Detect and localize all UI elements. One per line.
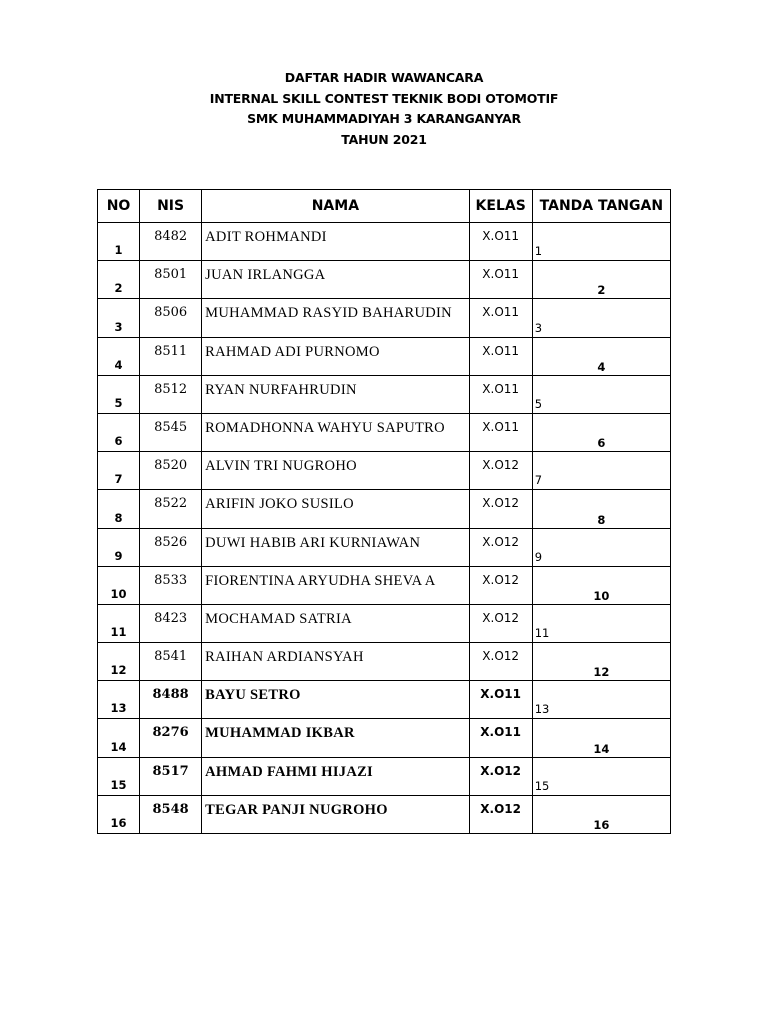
table-row [98, 261, 671, 299]
table-row [98, 566, 671, 604]
cell-no: 2 [98, 261, 140, 299]
table-row [98, 337, 671, 375]
table-header-row [98, 190, 671, 223]
cell-tanda-tangan: 7 [532, 452, 670, 490]
cell-nis: 8548 [140, 795, 202, 833]
cell-no: 15 [98, 757, 140, 795]
cell-nis: 8526 [140, 528, 202, 566]
cell-nis: 8488 [140, 681, 202, 719]
cell-kelas: X.O11 [469, 719, 532, 757]
cell-nama: MUHAMMAD RASYID BAHARUDIN [202, 299, 469, 337]
cell-kelas: X.O11 [469, 337, 532, 375]
cell-tanda-tangan: 3 [532, 299, 670, 337]
cell-tanda-tangan: 8 [532, 490, 670, 528]
cell-nis: 8545 [140, 413, 202, 451]
cell-tanda-tangan: 4 [532, 337, 670, 375]
cell-kelas: X.O12 [469, 528, 532, 566]
cell-tanda-tangan: 5 [532, 375, 670, 413]
cell-kelas: X.O11 [469, 375, 532, 413]
table-row [98, 795, 671, 833]
table-row [98, 604, 671, 642]
table-row [98, 643, 671, 681]
cell-nama: RYAN NURFAHRUDIN [202, 375, 469, 413]
cell-kelas: X.O11 [469, 223, 532, 261]
event-name: INTERNAL SKILL CONTEST TEKNIK BODI OTOMOTIF [209, 90, 559, 106]
cell-nama: JUAN IRLANGGA [202, 261, 469, 299]
cell-tanda-tangan: 16 [532, 795, 670, 833]
cell-tanda-tangan: 2 [532, 261, 670, 299]
cell-no: 3 [98, 299, 140, 337]
cell-tanda-tangan: 6 [532, 413, 670, 451]
cell-nama: AHMAD FAHMI HIJAZI [202, 757, 469, 795]
cell-nis: 8423 [140, 604, 202, 642]
cell-nama: TEGAR PANJI NUGROHO [202, 795, 469, 833]
cell-no: 9 [98, 528, 140, 566]
cell-nama: ARIFIN JOKO SUSILO [202, 490, 469, 528]
cell-nis: 8501 [140, 261, 202, 299]
cell-kelas: X.O12 [469, 452, 532, 490]
cell-no: 1 [98, 223, 140, 261]
cell-no: 6 [98, 413, 140, 451]
document-header [0, 68, 768, 151]
column-header-kelas: KELAS [469, 190, 532, 223]
cell-no: 14 [98, 719, 140, 757]
cell-kelas: X.O12 [469, 757, 532, 795]
cell-tanda-tangan: 15 [532, 757, 670, 795]
cell-nis: 8541 [140, 643, 202, 681]
cell-nis: 8482 [140, 223, 202, 261]
cell-nis: 8276 [140, 719, 202, 757]
document-title: DAFTAR HADIR WAWANCARA [284, 70, 484, 85]
cell-no: 4 [98, 337, 140, 375]
column-header-nama: NAMA [202, 190, 469, 223]
cell-no: 8 [98, 490, 140, 528]
table-row [98, 681, 671, 719]
table-row [98, 719, 671, 757]
cell-kelas: X.O11 [469, 299, 532, 337]
table-row [98, 452, 671, 490]
cell-nis: 8511 [140, 337, 202, 375]
cell-kelas: X.O11 [469, 413, 532, 451]
cell-no: 12 [98, 643, 140, 681]
table-row [98, 375, 671, 413]
column-header-tanda-tangan: TANDA TANGAN [532, 190, 670, 223]
cell-nis: 8506 [140, 299, 202, 337]
cell-tanda-tangan: 10 [532, 566, 670, 604]
cell-nama: ADIT ROHMANDI [202, 223, 469, 261]
cell-tanda-tangan: 13 [532, 681, 670, 719]
table-row [98, 528, 671, 566]
cell-nama: ROMADHONNA WAHYU SAPUTRO [202, 413, 469, 451]
cell-tanda-tangan: 11 [532, 604, 670, 642]
cell-nis: 8512 [140, 375, 202, 413]
cell-no: 11 [98, 604, 140, 642]
cell-kelas: X.O12 [469, 795, 532, 833]
attendance-table [97, 189, 671, 834]
cell-no: 10 [98, 566, 140, 604]
school-name: SMK MUHAMMADIYAH 3 KARANGANYAR [247, 111, 521, 127]
cell-kelas: X.O12 [469, 604, 532, 642]
cell-kelas: X.O12 [469, 490, 532, 528]
cell-tanda-tangan: 12 [532, 643, 670, 681]
cell-nis: 8533 [140, 566, 202, 604]
cell-no: 5 [98, 375, 140, 413]
cell-kelas: X.O11 [469, 681, 532, 719]
cell-kelas: X.O12 [469, 566, 532, 604]
cell-tanda-tangan: 9 [532, 528, 670, 566]
cell-nama: MUHAMMAD IKBAR [202, 719, 469, 757]
table-body [98, 223, 671, 834]
column-header-no: NO [98, 190, 140, 223]
cell-nis: 8517 [140, 757, 202, 795]
cell-nama: FIORENTINA ARYUDHA SHEVA A [202, 566, 469, 604]
table-row [98, 299, 671, 337]
year-label: TAHUN 2021 [341, 132, 427, 148]
table-row [98, 223, 671, 261]
cell-nama: RAIHAN ARDIANSYAH [202, 643, 469, 681]
cell-tanda-tangan: 14 [532, 719, 670, 757]
cell-nama: RAHMAD ADI PURNOMO [202, 337, 469, 375]
cell-no: 16 [98, 795, 140, 833]
cell-nis: 8520 [140, 452, 202, 490]
cell-no: 13 [98, 681, 140, 719]
cell-no: 7 [98, 452, 140, 490]
table-row [98, 757, 671, 795]
cell-kelas: X.O11 [469, 261, 532, 299]
table-row [98, 490, 671, 528]
cell-nis: 8522 [140, 490, 202, 528]
cell-nama: DUWI HABIB ARI KURNIAWAN [202, 528, 469, 566]
cell-nama: MOCHAMAD SATRIA [202, 604, 469, 642]
cell-nama: ALVIN TRI NUGROHO [202, 452, 469, 490]
table-row [98, 413, 671, 451]
cell-nama: BAYU SETRO [202, 681, 469, 719]
cell-tanda-tangan: 1 [532, 223, 670, 261]
cell-kelas: X.O12 [469, 643, 532, 681]
column-header-nis: NIS [140, 190, 202, 223]
